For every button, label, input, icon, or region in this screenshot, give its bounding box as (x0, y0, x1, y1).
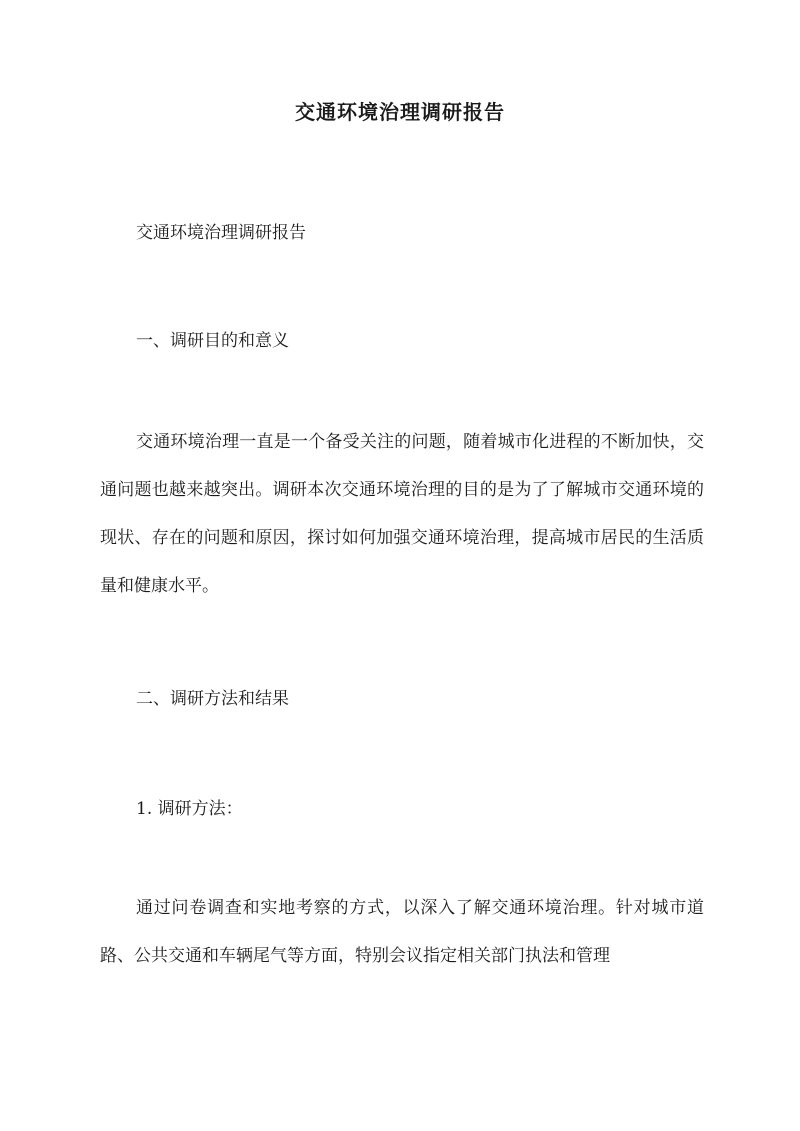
section-heading-method: 二、调研方法和结果 (136, 689, 289, 709)
subsection-heading-method: 1. 调研方法： (136, 799, 243, 819)
paragraph-method: 通过问卷调查和实地考察的方式，以深入了解交通环境治理。针对城市道路、公共交通和车辆尾气等方面，特别会议指定相关部门执法和管理 (100, 898, 704, 966)
paragraph-purpose: 交通环境治理一直是一个备受关注的问题，随着城市化进程的不断加快，交通问题也越来越突出。调研本次交通环境治理的目的是为了了解城市交通环境的现状、存在的问题和原因，探讨如何加强交通环境治理，提高城市居民的生活质量和健康水平。 (100, 432, 704, 596)
document-subtitle: 交通环境治理调研报告 (136, 223, 306, 243)
section-heading-purpose: 一、调研目的和意义 (136, 331, 289, 351)
document-title: 交通环境治理调研报告 (295, 100, 505, 124)
